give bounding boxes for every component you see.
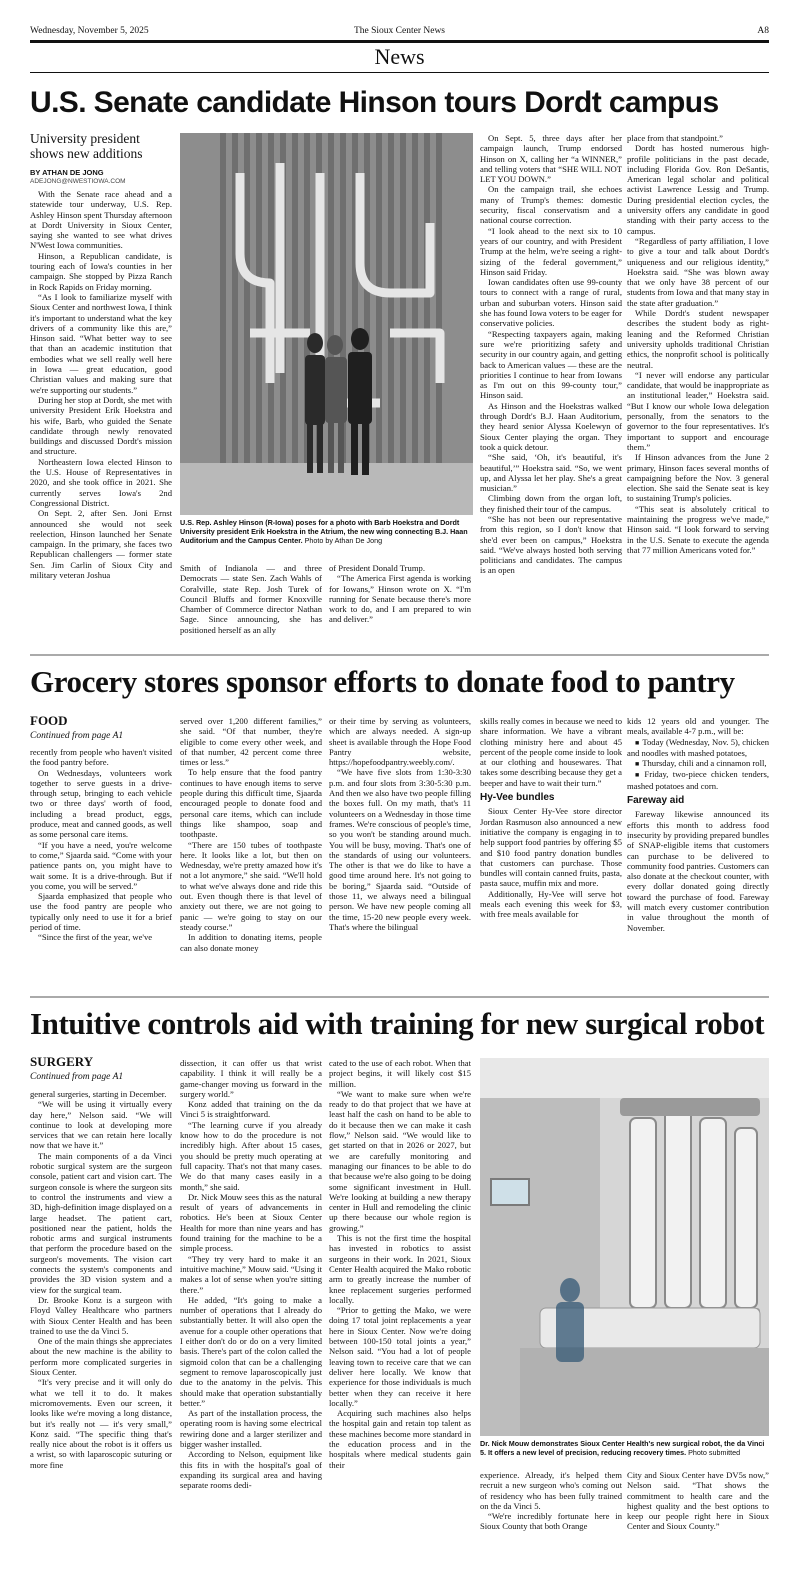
story1-byline: BY ATHAN DE JONG: [30, 168, 104, 177]
paragraph: “We want to make sure when we're ready to do that project that we have at least half the cash on hand to be able to do it because then we can make it cash flow,” Nelson said. “We would like to get started on that in 2026 or 2027, but we are carefully monitoring and managing our finances to be able to do that because we're also going to be doing some significant investment in Hull. We're looking at building a new therapy center in Hull and remodeling the clinic up there because our whole region is growing.”: [329, 1088, 471, 1233]
paragraph: On Wednesdays, volunteers work together to serve guests in a drive-through setup, bringing to each vehicle two or three days' worth of food, including a bread product, eggs, produce, meat and canned goods, as well as some personal care items.: [30, 767, 172, 840]
paragraph: “She said, ‘Oh, it's beautiful, it's beautiful,’” Hoekstra said. “So, we went up, and Alyssa let her play. She's a great musician.”: [480, 452, 622, 494]
bullet-item: ■ Thursday, chili and a cinnamon roll,: [627, 758, 769, 769]
story3-photo-caption: [480, 1439, 769, 1457]
paragraph: experience. Already, it's helped them recruit a new surgeon who's coming out of residency who has been fully trained on the da Vinci 5.: [480, 1470, 622, 1511]
paragraph: He added, “It's going to make a number of operations that I already do substantially better. It will also open the avenue for a couple other operations that I either don't do or do on a very limited basis. There's part of the colon called the sigmoid colon that can be a challenging segment to remove laparoscopically just due to the anatomy in the pelvis. This should make that operation substantially better.”: [180, 1294, 322, 1408]
paragraph: “We're incredibly fortunate here in Sioux County that both Orange: [480, 1511, 622, 1532]
paragraph: “Prior to getting the Mako, we were doing 17 total joint replacements a year here in Sioux Center. Now we're doing between 100-150 total joints a year,” Nelson said. “You had a lot of people leaving town to receive care that we can deliver here locally. We know that experience for those individuals is much better when they can receive it here locally.”: [329, 1305, 471, 1408]
story1-photo: [180, 133, 473, 515]
paragraph: kids 12 years old and younger. The meals, available 4-7 p.m., will be:: [627, 716, 769, 737]
paragraph: Iowan candidates often use 99-county tours to connect with a range of rural, urban and suburban voters. Hinson said she has found Iowa voters to be eager for conservative policies.: [480, 277, 622, 329]
paragraph: place from that standpoint.”: [627, 133, 723, 143]
paragraph: Fareway likewise announced its efforts this month to address food insecurity by providing prepared bundles of SNAP-eligible items that customers can purchase to be delivered to community food pantries. Customers can also donate at the checkout counter, with every dollar donated going directly toward the purchase of food. Fareway will match every customer contribution in value throughout the month of November.: [627, 809, 769, 933]
paragraph: “Regardless of party affiliation, I love to give a tour and talk about Dordt's uniqueness and our religious identity,” Hoekstra said. “She was blown away that we only have 38 percent of our students from Iowa and that many stay in the state after graduation.”: [627, 235, 769, 308]
atrium-photo-illustration: [180, 133, 473, 515]
paragraph: “If you have a need, you're welcome to come,” Sjaarda said. “Come with your patience pants on, you might have to wait some. It is a drive-through. But if you come, you will be served.”: [30, 839, 172, 891]
caption-text: Dr. Nick Mouw demonstrates Sioux Center Health's new surgical robot, the da Vinci 5. It offers a new level of precision, reducing recovery times.: [480, 1439, 765, 1457]
paragraph: “I look ahead to the next six to 10 years of our country, and with President Trump at the helm, we're seeing a right-sizing of the federal government,” Hinson said Friday.: [480, 225, 622, 277]
story2-column-1: [30, 747, 172, 989]
paragraph: Dordt has hosted numerous high-profile politicians in the past decade, including Florida Gov. Ron DeSantis, American legal scholar and political activist Lawrence Lessig and Trump. During presidential election cycles, the university offers any candidate in good standing with their party access to the campus.: [627, 143, 769, 236]
story2-column-4: [480, 716, 622, 989]
surgical-robot-photo-illustration: [480, 1058, 769, 1436]
folio: [30, 26, 769, 40]
paragraph: “The America First agenda is working for Iowans,” Hinson wrote on X. “I'm running for Senate because there's more work to do, and I am prepared to win and deliver.”: [329, 573, 471, 625]
paragraph: One of the main things she appreciates about the new machine is the ability to perform more complicated surgeries in Sioux Center.: [30, 1336, 172, 1378]
section-title: News: [374, 44, 425, 69]
story-divider: [30, 654, 769, 656]
paragraph: In addition to donating items, people can also donate money: [180, 932, 322, 953]
paragraph: of President Donald Trump.: [329, 563, 425, 573]
story3-kicker: SURGERY: [30, 1054, 94, 1069]
paragraph: skills really comes in because we need to share information. We have a vibrant clothing ministry here and about 45 percent of the people come inside to look at our clothing and housewares. That takes some describing because they get a beeper and have to wait their turn.”: [480, 716, 622, 788]
story2-kicker: FOOD: [30, 713, 68, 728]
paragraph: On Sept. 2, after Sen. Joni Ernst announced she would not seek reelection, Hinson launched her Senate campaign. In the primary, she faces two Republican challengers — former state Sen. Jim Carlin of Sioux City and military veteran Joshua: [30, 508, 172, 580]
story3-column-4: [480, 1470, 622, 1562]
paragraph: As Hinson and the Hoekstras walked through Dordt's B.J. Haan Auditorium, they heard senior Alyssa Koelewyn of Sioux Center playing the organ. They took a quick detour.: [480, 400, 622, 452]
top-rule: [30, 40, 769, 43]
paragraph: “It's very precise and it will only do what we tell it to do. It makes micromovements. Even our screen, it looks like we're moving a long distance, but it's really not — it's very small,” Konz said. “The specific thing that's really nice about the robot is it offers us a wrist, so with laparoscopic suturing or more fine: [30, 1377, 172, 1470]
paragraph: or their time by serving as volunteers, which are always needed. A sign-up sheet is available through the Hope Food Pantry website, https://hopefoodpantry.weebly.com/.: [329, 716, 471, 768]
paragraph: As part of the installation process, the operating room is having some electrical rewiring done and a larger sterilizer and bigger washer installed.: [180, 1408, 322, 1449]
paragraph: “This seat is absolutely critical to maintaining the progress we've made,” Hinson said. “I look forward to serving in the U.S. Senate to execute the agenda that 77 million Americans voted for.”: [627, 503, 769, 555]
paragraph: To help ensure that the food pantry continues to have enough items to serve people during this difficult time, Sjaarda encouraged people to donate food and personal care items, which can include things like shampoo, soap and toothpaste.: [180, 767, 322, 840]
issue-date: Wednesday, November 5, 2025: [30, 26, 149, 36]
paragraph: Dr. Nick Mouw sees this as the natural result of years of advancements in robotics. He's been at Sioux Center Health for more than nine years and has found training for the machine to be a simple process.: [180, 1191, 322, 1254]
story2-headline: Grocery stores sponsor efforts to donate food to pantry: [30, 664, 735, 699]
newspaper-page: [30, 0, 769, 1572]
story3-continued: Continued from page A1: [30, 1072, 124, 1082]
paragraph: During her stop at Dordt, she met with university President Erik Hoekstra and his wife, Barb, who guided the Senate candidate through newly renovated buildings and discussed Dordt's mission and structure.: [30, 394, 172, 457]
paragraph: “We will be using it virtually every day here,” Nelson said. “We will continue to look at developing more services that we can retain here locally now that we have it.”: [30, 1099, 172, 1151]
paragraph: “There are 150 tubes of toothpaste here. It looks like a lot, but then on Wednesday, we're pretty amazed how it's not a lot anymore,” she said. “We'll hold to what we've always done and ride this out. Even though there is that level of anxiety out there, we are not going to panic — we're going to stay on our steady course.”: [180, 839, 322, 932]
paragraph: On the campaign trail, she echoes many of Trump's themes: domestic security, fiscal conservatism and a national course correction.: [480, 184, 622, 226]
paragraph: “We have five slots from 1:30-3:30 p.m. and four slots from 3:30-5:30 p.m. And then we also have two people filling the boxes full. On my math, that's 11 volunteers on a Wednesday in those time frames. We're conscious of people's time, so you won't be standing around much. You will be busy, moving. That's one of the standards of using our volunteers. The other is that we do like to have a good time around here. It's not going to be boring,” Sjaarda said. “Outside of those 11, we always need a bilingual person. We have new people coming all the time, 15-20 new people every week. That's where the bilingual: [329, 767, 471, 932]
paragraph: Dr. Brooke Konz is a surgeon with Floyd Valley Healthcare who partners with Sioux Center Health and has been trained to use the da Vinci 5.: [30, 1294, 172, 1336]
caption-text: U.S. Rep. Ashley Hinson (R-Iowa) poses for a photo with Barb Hoekstra and Dordt University president Erik Hoekstra in the Atrium, the new wing connecting B.J. Haan Auditorium and the Campus Center.: [180, 518, 468, 545]
paragraph: While Dordt's student newspaper describes the student body as right-leaning and the Reformed Christian university upholds traditional Christian ethics, the nonprofit school is politically neutral.: [627, 308, 769, 370]
story1-column-5: [627, 133, 769, 639]
story1-column-1: [30, 189, 172, 624]
paragraph: Smith of Indianola — and three Democrats — state Sen. Zach Wahls of Coralville, state Rep. Josh Turek of Council Bluffs and former Knoxville Chamber of Commerce director Nathan Sage. Since announcing, she has positioned herself as an ally: [180, 563, 322, 635]
story3-column-2: [180, 1058, 322, 1561]
paragraph: City and Sioux Center have DV5s now,” Nelson said. “That shows the commitment to health care and the highest quality and the best options to keep our people right here in Sioux Center and Sioux County.”: [627, 1470, 769, 1532]
story1-email: ADEJONG@NWESTIOWA.COM: [30, 178, 126, 185]
story2-column-3: [329, 716, 471, 989]
paragraph: This is not the first time the hospital has invested in robotics to assist surgeons in their work. In 2021, Sioux Center Health acquired the Mako robotic arm to greatly increase the number of knee replacement surgeries performed locally.: [329, 1233, 471, 1305]
paragraph: dissection, it can offer us that wrist capability. I think it will really be a game-changer moving us forward in the surgery world.”: [180, 1058, 322, 1099]
story3-headline: Intuitive controls aid with training for new surgical robot: [30, 1006, 765, 1041]
story3-photo: [480, 1058, 769, 1436]
paragraph: cated to the use of each robot. When that project begins, it will likely cost $15 million.: [329, 1058, 471, 1089]
paragraph: served over 1,200 different families,” she said. “Of that number, they're eligible to come every other week, and of that number, 42 percent come three times or less.”: [180, 716, 322, 768]
paragraph: Additionally, Hy-Vee will serve hot meals each evening this week for $3, with free meals available for: [480, 888, 622, 920]
story-divider: [30, 996, 769, 998]
paragraph: Hinson, a Republican candidate, is touring each of Iowa's counties in her campaign. She stopped by Pizza Ranch in Rock Rapids on Friday morning.: [30, 250, 172, 292]
photo-credit: Photo submitted: [688, 1448, 741, 1457]
paragraph: Konz added that training on the da Vinci 5 is straightforward.: [180, 1099, 322, 1120]
story2-continued: Continued from page A1: [30, 731, 124, 741]
paragraph: “Since the first of the year, we've: [38, 932, 153, 943]
subhead-hyvee: Hy-Vee bundles: [480, 792, 555, 804]
story2-column-2: [180, 716, 322, 989]
paragraph: Acquiring such machines also helps the hospital gain and retain top talent as these machines become more standard in the education process and in the hospitals where medical students gain their: [329, 1408, 471, 1470]
paragraph: The main components of a da Vinci robotic surgical system are the surgeon console, patient cart and vision cart. The surgeon console is where the surgeon sits to control the instruments and view a 3D, high-definition image displayed on a large headset. The patient cart, positioned near the patient, holds the robotic arms and surgical instruments that perform the procedure based on the surgeon's movements. The vision cart connects the system's components and provides the 3D vision system and a view for the surgical team.: [30, 1150, 172, 1295]
paragraph: Northeastern Iowa elected Hinson to the U.S. House of Representatives in 2020, and she took office in 2021. She currently serves Iowa's 2nd Congressional District.: [30, 456, 172, 508]
paragraph: Sioux Center Hy-Vee store director Jordan Rasmuson also announced a new initiative the company is engaging in to help support food pantries by offering $5 and $10 food pantry donation bundles that customers can purchase. Those bundles will contain canned fruits, pasta, pasta sauce, muffin mix and more.: [480, 806, 622, 889]
page-number: A8: [757, 26, 769, 36]
paragraph: “Respecting taxpayers again, making sure we're prioritizing safety and security in our country again, and getting back to American values — these are the priorities I continue to hear from Iowans as I'm out on this 99-county tour,” Hinson said.: [480, 328, 622, 401]
paragraph: “She has not been our representative from this region, so I don't know that she'd ever been on campus,” Hoekstra said. “We've always hosted both serving politicians and candidates. The campus is an open: [480, 513, 622, 576]
photo-credit: Photo by Athan De Jong: [304, 536, 383, 545]
paragraph: “I never will endorse any particular candidate, that would be inappropriate as an institutional leader,” Hoekstra said. “But I know our whole Iowa delegation personally, from the senators to the governor to the four representatives. It's important to support and encourage them.”: [627, 369, 769, 452]
story1-column-4: [480, 133, 622, 639]
paragraph: “They try very hard to make it an intuitive machine,” Mouw said. “Using it makes a lot of sense when you're sitting there.”: [180, 1253, 322, 1295]
paper-name: The Sioux Center News: [353, 26, 446, 36]
story1-column-2: [180, 563, 322, 638]
story1-headline: U.S. Senate candidate Hinson tours Dordt campus: [30, 86, 719, 119]
paragraph: With the Senate race ahead and a statewide tour underway, U.S. Rep. Ashley Hinson spent Thursday afternoon at Dordt University in Sioux Center, saying she wanted to see what drives N'West Iowa communities.: [30, 189, 172, 251]
paragraph: Sjaarda emphasized that people who use the food pantry are people who typically only need to use it for a brief period of time.: [30, 891, 172, 933]
bullet-item: ■ Today (Wednesday, Nov. 5), chicken and noodles with mashed potatoes,: [627, 737, 769, 759]
paragraph: According to Nelson, equipment like this fits in with the hospital's goal of expanding its surgical area and having separate rooms dedi-: [180, 1449, 322, 1491]
subhead-fareway: Fareway aid: [627, 795, 685, 807]
paragraph: Climbing down from the organ loft, they finished their tour of the campus.: [480, 493, 622, 514]
bullet-item: ■ Friday, two-piece chicken tenders, mashed potatoes and corn.: [627, 769, 769, 791]
story1-deck: University president shows new additions: [30, 131, 143, 161]
story1-column-3: [329, 563, 471, 638]
paragraph: “The learning curve if you already know how to do the procedure is not incredibly high. After about 15 cases, you should be pretty much operating at full capacity. That's not that many cases. We do that many cases easily in a month,” she said.: [180, 1119, 322, 1192]
story1-photo-caption: [180, 518, 473, 545]
story3-column-1: [30, 1089, 172, 1561]
paragraph: general surgeries, starting in December.: [30, 1089, 167, 1099]
paragraph: If Hinson advances from the June 2 primary, Hinson faces several months of campaigning before the Nov. 3 general election. She said the Senate seat is key to sustaining Trump's policies.: [627, 452, 769, 504]
paragraph: “As I look to familiarize myself with Sioux Center and northwest Iowa, I think it's important to understand what the key drivers of a community like this are,” Hinson said. “What better way to see that than an academic institution that embodies what we sell really well here in Iowa — great education, good Christian values and making sure that we're supporting our students.”: [30, 291, 172, 395]
story3-column-5: [627, 1470, 769, 1562]
story2-column-5: [627, 716, 769, 989]
paragraph: recently from people who haven't visited the food pantry before.: [30, 747, 172, 768]
story3-column-3: [329, 1058, 471, 1561]
section-rule: [30, 72, 769, 73]
paragraph: On Sept. 5, three days after her campaign launch, Trump endorsed Hinson on X, calling her “a WINNER,” and telling voters that “SHE WILL NOT LET YOU DOWN.”: [480, 133, 622, 185]
